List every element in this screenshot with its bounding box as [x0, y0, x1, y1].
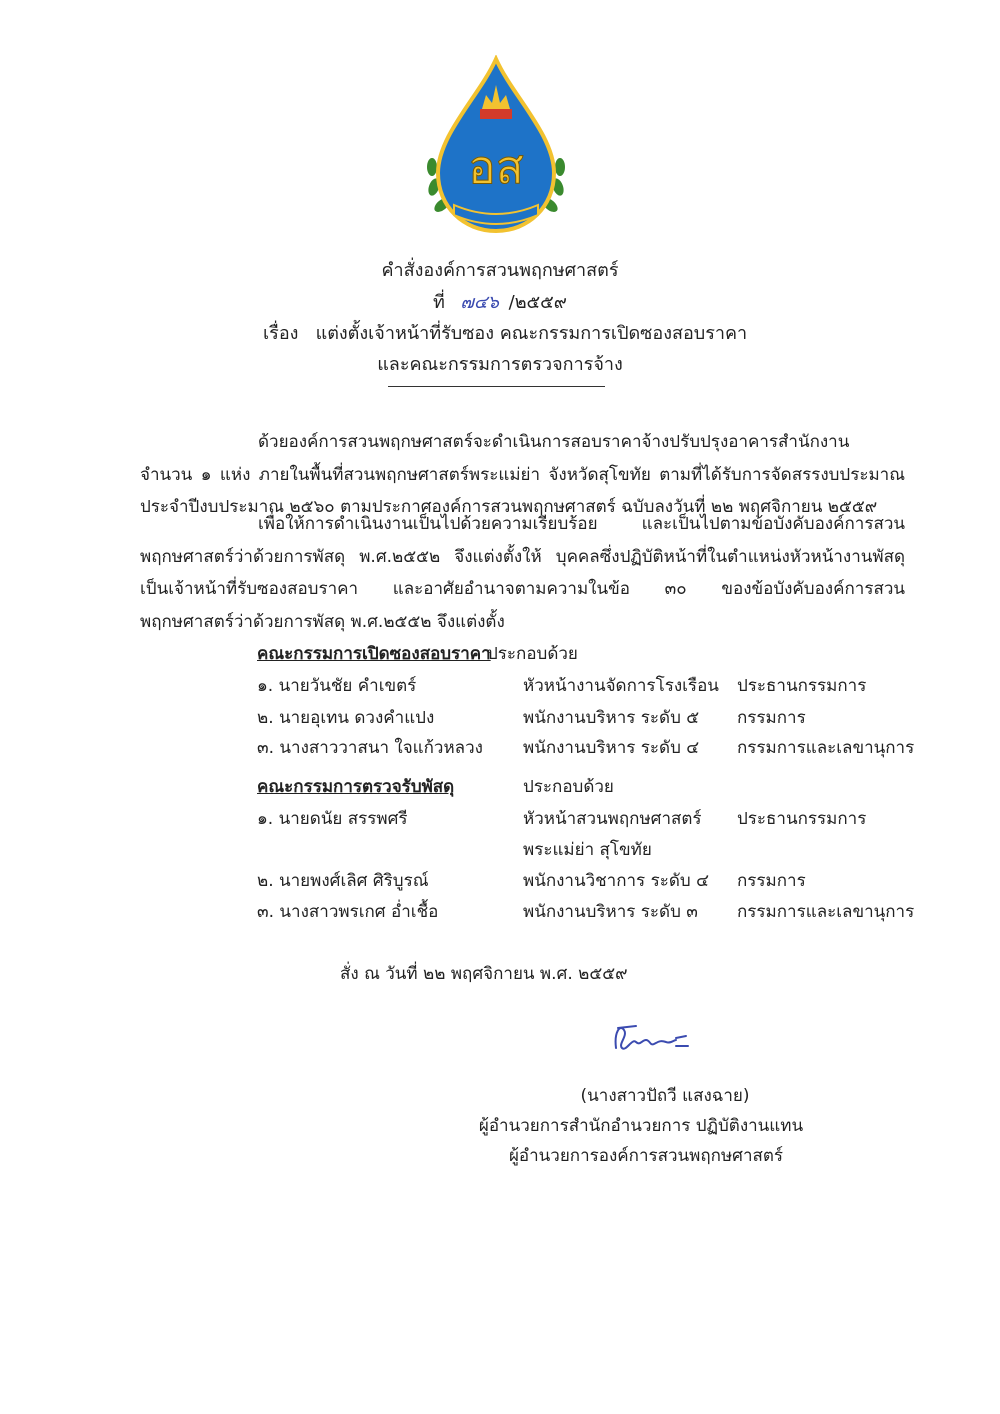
- committee2-member-name: ๒. นายพงศ์เลิศ ศิริบูรณ์: [257, 871, 429, 891]
- committee1-member-name: ๑. นายวันชัย คำเขตร์: [257, 676, 417, 696]
- committee2-consists: ประกอบด้วย: [523, 777, 614, 797]
- committee1-member-role: กรรมการ: [737, 708, 806, 728]
- committee2-member-role: กรรมการ: [737, 871, 806, 891]
- signer-title-2: ผู้อำนวยการองค์การสวนพฤกษศาสตร์: [508, 1146, 784, 1166]
- committee1-member-position: พนักงานบริหาร ระดับ ๕: [523, 708, 700, 728]
- document-title: คำสั่งองค์การสวนพฤกษศาสตร์: [381, 260, 619, 281]
- signer-title-1: ผู้อำนวยการสำนักอำนวยการ ปฏิบัติงานแทน: [478, 1116, 804, 1136]
- order-number: [0, 287, 1000, 316]
- order-date: สั่ง ณ วันที่ ๒๒ พฤศจิกายน พ.ศ. ๒๕๕๙: [340, 964, 628, 984]
- committee2-member-role: ประธานกรรมการ: [737, 809, 867, 829]
- committee2-member-position-line2: พระแม่ย่า สุโขทัย: [523, 840, 652, 860]
- handwritten-order-number: ๗๔๖: [460, 292, 499, 313]
- handwritten-signature: [610, 1018, 690, 1058]
- committee1-member-role: ประธานกรรมการ: [737, 676, 867, 696]
- committee1-heading: คณะกรรมการเปิดซองสอบราคา: [257, 644, 491, 664]
- body-paragraph-2: เพื่อให้การดำเนินงานเป็นไปด้วยความเรียบร้อย และเป็นไปตามข้อบังคับองค์การสวนพฤกษศาสตร์ว่าด้วยการพัสดุ พ.ศ.๒๕๕๒ จึงแต่งตั้งให้ บุคคลซึ่งปฏิบัติหน้าที่ในตำแหน่งหัวหน้างานพัสดุ เป็นเจ้าหน้าที่รับซองสอบราคา และอาศัยอำนาจตามความในข้อ ๓๐ ของข้อบังคับองค์การสวนพฤกษศาสตร์ว่าด้วยการพัสดุ พ.ศ.๒๕๕๒ จึงแต่งตั้ง: [140, 514, 905, 632]
- subject-line-2: และคณะกรรมการตรวจการจ้าง: [377, 354, 623, 375]
- signer-name: (นางสาวปัถวี แสงฉาย): [580, 1086, 750, 1106]
- committee2-member-name: ๑. นายดนัย สรรพศรี: [257, 809, 408, 829]
- committee1-member-name: ๓. นางสาววาสนา ใจแก้วหลวง: [257, 738, 483, 758]
- order-number-prefix: ที่: [433, 292, 445, 313]
- body-paragraph-1: ด้วยองค์การสวนพฤกษศาสตร์จะดำเนินการสอบราคาจ้างปรับปรุงอาคารสำนักงาน จำนวน ๑ แห่ง ภายในพื้นที่สวนพฤกษศาสตร์พระแม่ย่า จังหวัดสุโขทัย ตามที่ได้รับการจัดสรรงบประมาณประจำปีงบประมาณ ๒๕๖๐ ตามประกาศองค์การสวนพฤกษศาสตร์ ฉบับลงวันที่ ๒๒ พฤศจิกายน ๒๕๕๙: [140, 432, 905, 517]
- subject-label: เรื่อง: [263, 323, 299, 344]
- committee2-member-position: พนักงานบริหาร ระดับ ๓: [523, 902, 698, 922]
- committee2-member-position: หัวหน้าสวนพฤกษศาสตร์: [523, 809, 702, 829]
- committee1-member-position: หัวหน้างานจัดการโรงเรือน: [523, 676, 719, 696]
- committee2-heading: คณะกรรมการตรวจรับพัสดุ: [257, 777, 455, 797]
- committee1-member-name: ๒. นายอุเทน ดวงคำแปง: [257, 708, 435, 728]
- committee2-member-role: กรรมการและเลขานุการ: [737, 902, 915, 922]
- order-number-year: /๒๕๕๙: [508, 292, 567, 313]
- committee2-member-name: ๓. นางสาวพรเกศ อ่ำเชื้อ: [257, 902, 439, 922]
- botanical-garden-emblem-icon: [420, 55, 572, 235]
- subject-line-1: [263, 318, 747, 347]
- header-divider: [388, 386, 605, 387]
- svg-text:อส: อส: [468, 140, 524, 194]
- subject-text: แต่งตั้งเจ้าหน้าที่รับซอง คณะกรรมการเปิดซองสอบราคา: [315, 323, 748, 344]
- committee1-member-role: กรรมการและเลขานุการ: [737, 738, 915, 758]
- committee1-member-position: พนักงานบริหาร ระดับ ๔: [523, 738, 700, 758]
- committee2-member-position: พนักงานวิชาการ ระดับ ๔: [523, 871, 709, 891]
- committee1-consists: ประกอบด้วย: [487, 644, 578, 664]
